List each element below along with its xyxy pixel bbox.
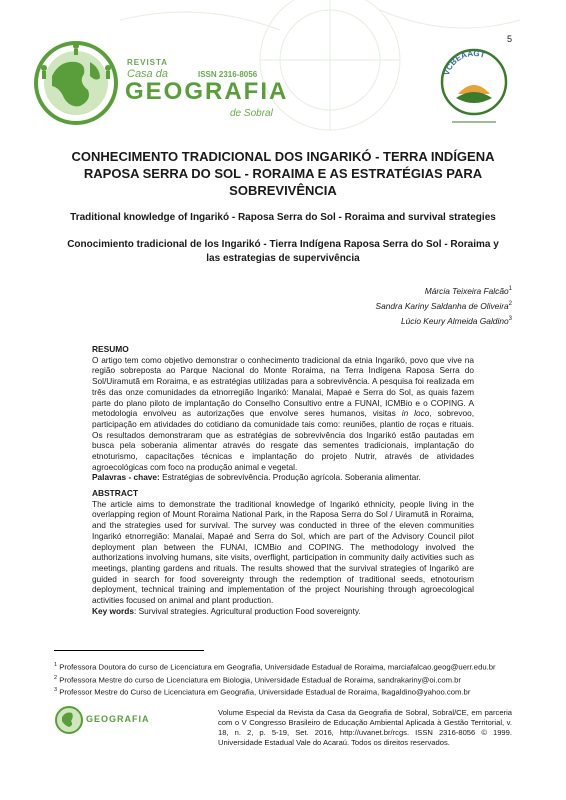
page-number: 5 (506, 34, 512, 44)
footnote-divider (54, 650, 204, 651)
article-title-spanish: Conocimiento tradicional de los Ingarikó - Tierra Indígena Raposa Serra do Sol - Roraima y las estrategias de supervivência (67, 239, 499, 264)
congress-seal-icon (438, 46, 510, 132)
logo-geografia-text: GEOGRAFIA (125, 78, 289, 105)
citation-footer: Volume Especial da Revista da Casa da Geografia de Sobral, Sobral/CE, em parceria com o V Congresso Brasileiro de Educação Ambiental Aplicada à Gestão Territorial, v. 18, n. 2, p. 5-19, Set. 2016, http://uvanet.br/rcgs. ISSN 2316-8056 © 1999. Universidade Estadual Vale do Acaraú. Todos os direitos reservados. (218, 708, 512, 747)
resumo-heading: RESUMO (92, 344, 129, 354)
globe-icon (30, 38, 122, 128)
footer-logo-text: GEOGRAFIA (86, 714, 150, 724)
article-title: CONHECIMENTO TRADICIONAL DOS INGARIKÓ - TERRA INDÍGENA RAPOSA SERRA DO SOL - RORAIMA E AS ESTRATÉGIAS PARA SOBREVIVÊNCIA (71, 149, 495, 198)
author-2: Sandra Kariny Saldanha de Oliveira$^2$ (375, 300, 512, 311)
abstract-section (92, 488, 474, 616)
footer-journal-logo (54, 705, 194, 735)
resumo-body: O artigo tem como objetivo demonstrar o conhecimento tradicional da etnia Ingarikó, povo que vive na região sobreposta ao Parque Nacional do Monte Roraima, na Terra Indígena Raposa Serra do Sol/Uiramutã em Roraima, e as estratégias utilizadas para a sobrevivência. A pesquisa foi realizada em três das onze comunidades da etnorregião Ingarikó: Manalai, Mapaé e Serra do Sol, as quais fazem parte do plano piloto de implantação do Conselho Consultivo entre a FUNAI, ICMBio e o COPING. A metodologia envolveu as autorizações que envolve seres humanos, visitas in loco, sobrevoo, participação em atividades do cotidiano da comunidade tais como: reuniões, plantio de roças e rituais. Os resultados demonstraram que as estratégias de sobrevivência dos Ingarikó estão pautadas em busca pela soberania alimentar através do resgate das sementes tradicionais, implantação do etnoturismo, capacitações técnicas e implantação do projeto Nutrir, através de atividades agroecológicas com foco na produção animal e vegetal. (92, 354, 475, 472)
footnote-1: $^1$ Professora Doutora do curso de Licenciatura em Geografia, Universidade Estadual de Roraima, marciafalcao.geog@uerr.edu.br (54, 662, 496, 672)
article-title-english: Traditional knowledge of Ingarikó - Raposa Serra do Sol - Roraima and survival strategies (70, 212, 496, 223)
resumo-section (92, 344, 474, 483)
footer-globe-icon (54, 705, 84, 735)
author-list (376, 283, 513, 327)
logo-revista-text: REVISTA (127, 58, 169, 67)
seal-text: VCBEAAGT (441, 48, 487, 77)
author-3: Lúcio Keury Almeida Galdino$^3$ (400, 315, 512, 326)
footnote-3: $^3$ Professor Mestre do Curso de Licenciatura em Geografia, Universidade Estadual de Roraima, lkagaldino@yahoo.com.br (54, 687, 471, 697)
footnote-2: $^2$ Professora Mestre do curso de Licenciatura em Biologia, Universidade Estadual de Roraima, sandrakariny@oi.com.br (54, 674, 461, 685)
abstract-keywords: Key words: Survival strategies. Agricultural production Food sovereignty. (92, 605, 361, 616)
logo-casa-da-text: Casa da (127, 68, 168, 80)
footnotes (54, 660, 524, 698)
abstract-heading: ABSTRACT (92, 488, 139, 498)
author-1: Márcia Teixeira Falcão$^1$ (424, 285, 512, 296)
logo-de-sobral-text: de Sobral (230, 108, 273, 119)
abstract-body: The article aims to demonstrate the traditional knowledge of Ingarikó ethnicity, people living in the overlapping region of Mount Roraima National Park, in the Raposa Serra do Sol / Uiramutã in Roraima, and the strategies used for survival. The survey was conducted in three of the eleven communities Ingarikó etnorregião: Manalai, Mapaé and Serra do Sol, which are part of the Advisory Council pilot deployment plan between the FUNAI, ICMBio and COPING. The methodology involved the authorizations involving humans, site visits, overflight, participation in community daily activities such as meetings, planting gardens and rituals. The results showed that the survival strategies of Ingarikó are guided in search for food sovereignty through the redemption of traditional seeds, etnotourism deployment, technical training and implementation of the project Nourishing through agroecological activities focused on animal and plant production. (92, 498, 474, 606)
logo-issn-text: ISSN 2316-8056 (198, 70, 258, 79)
resumo-keywords: Palavras - chave: Estratégias de sobrevivência. Produção agrícola. Soberania alimentar. (92, 472, 421, 483)
journal-logo (30, 38, 310, 128)
